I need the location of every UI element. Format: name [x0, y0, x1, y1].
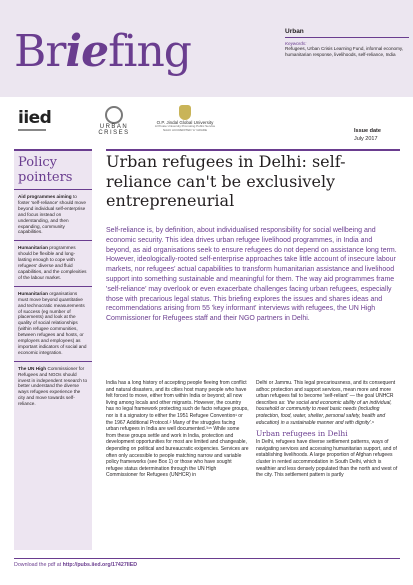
partner-logos — [0, 102, 413, 140]
pointer-text: organisations must move beyond quantitative and technocratic measurements of success (eg number of placements) and look at the quality of social relationships (within refugee communities, between refugees and hosts, or employers and employees) as important indicators of social and economic integration. — [18, 290, 87, 355]
body-column-right — [256, 380, 399, 550]
iied-logo-underline — [18, 129, 46, 131]
article-headline: Urban refugees in Delhi: self-reliance can't be exclusively entrepreneurial — [106, 152, 346, 210]
pointer-lead: The UN High — [18, 365, 47, 371]
body-intro: Delhi or Jammu. This legal precariousness, and its consequent adhoc protection and support services, mean more and more urban refugees fail to become 'self-reliant' — the goal UNHCR describes as: — [256, 380, 396, 406]
policy-pointer — [14, 287, 92, 362]
policy-pointers-title: Policy pointers — [18, 155, 73, 185]
briefing-logo — [14, 26, 191, 77]
university-accreditation: NAAC ACCREDITED 'A' GRADE — [163, 127, 207, 132]
university-crest-icon — [179, 105, 191, 120]
university-subtitle: A Private University Promoting Public Service — [154, 124, 216, 128]
unhcr-quote: 'the social and economic ability of an individual, household or community to meet basic needs (including protection, food, water, shelter, personal safety, health and education) in a sustainable manner and with dignity'. — [256, 399, 392, 426]
pointer-text: programmes should be flexible and long-lasting enough to cope with refugees' diverse and fluid capabilities, and the complexities of the labour market. — [18, 245, 87, 280]
issue-date-value: July 2017 — [354, 136, 378, 142]
footer — [14, 558, 400, 568]
iied-logo: iied — [18, 108, 52, 128]
urban-crises-text: URBAN CRISES — [98, 124, 130, 136]
topic-keywords-box — [285, 28, 409, 82]
topic-label: Urban — [285, 28, 409, 38]
university-logo — [150, 105, 220, 132]
article-top-rule — [106, 149, 400, 151]
brand-right: fing — [108, 26, 191, 77]
policy-pointers-sidebar — [14, 151, 92, 550]
urban-crises-logo — [84, 106, 144, 136]
download-link[interactable]: http://pubs.iied.org/17427IIED — [62, 562, 138, 568]
section-heading: Urban refugees in Delhi — [256, 429, 348, 439]
brand-left: Br — [14, 26, 66, 77]
body-paragraph: In Delhi, refugees have diverse settlement patterns, ways of navigating services and accessing humanitarian support, and of establishing livelihoods. A large proportion of Afghan refugees cluster in rented accommodation in South Delhi, which is wealthier and less densely populated than the north and west of the city. This settlement pattern is partly — [256, 439, 398, 479]
keywords-text: Refugees, Urban Crisis Learning Fund, informal economy, humanitarian response, livelihoods, self-reliance, India — [285, 46, 404, 57]
university-name: O.P. Jindal Global University — [156, 120, 214, 125]
policy-pointer — [14, 241, 92, 286]
body-column-left — [106, 380, 249, 550]
keywords-label: Keywords: — [285, 41, 307, 46]
brand-ie: ie — [65, 26, 109, 77]
pointer-lead: Humanitarian — [18, 290, 48, 296]
header-band — [0, 0, 413, 97]
urban-crises-icon — [105, 106, 123, 124]
body-paragraph: India has a long history of accepting people fleeing from conflict and natural disasters, and its cities host many people who have felt forced to move, either from within India or beyond; all now living among locals and other migrants. However, the country has no legal framework protecting such de facto refugee groups, nor is it a signatory to either the 1951 Refugee Convention¹ or the 1967 Additional Protocol.² Many of the struggles facing urban refugees in India are well documented.³⁴⁵ While some from these groups settle and work in India, protection and development opportunities for most are limited and changeable, depending on political and bureaucratic exigencies. Services are often only accessible to people matching narrow and variable policy frameworks (see Box 1) or those who have sought refugee status determination through the UN High Commissioner for Refugees (UNHCR) in — [106, 380, 249, 479]
issue-date-label: Issue date — [354, 128, 381, 134]
pointer-text: to foster 'self-reliance' should move beyond individual self-enterprise and focus instead on understanding, and then expanding, community capabilities. — [18, 194, 86, 235]
pointer-text: Commissioner for Refugees and NGOs should invest in independent research to better understand the diverse ways refugees experience the city and move towards self-reliance. — [18, 365, 88, 407]
policy-pointer — [14, 190, 92, 241]
quote-reference: ⁶ — [372, 419, 375, 426]
article-standfirst: Self-reliance is, by definition, about individualised responsibility for social wellbeing and economic security. This idea drives urban refugee livelihood programmes, in India and beyond, as aid organisations seek to ensure refugees do not depend on assistance long term. However, ideologically-rooted self-enterprise approaches take little account of insecure labour markets, nor refugees' actual capabilities to transform humanitarian assistance and livelihood support into something sustainable and meaningful for them. The way aid programmes frame 'self-reliance' may overlook or even exacerbate challenges facing urban refugees, especially those with precarious legal status. This briefing explores the issues and shares ideas and recommendations arising from 55 'key informant' interviews with refugees, the UN High Commissioner for Refugees staff and their NGO partners in Delhi. — [106, 227, 397, 323]
body-paragraph — [256, 380, 399, 426]
pointer-lead: Humanitarian — [18, 245, 48, 251]
download-label: Download the pdf at — [14, 562, 62, 568]
policy-pointer — [14, 362, 92, 412]
pointer-lead: Aid programmes aiming — [18, 194, 72, 199]
